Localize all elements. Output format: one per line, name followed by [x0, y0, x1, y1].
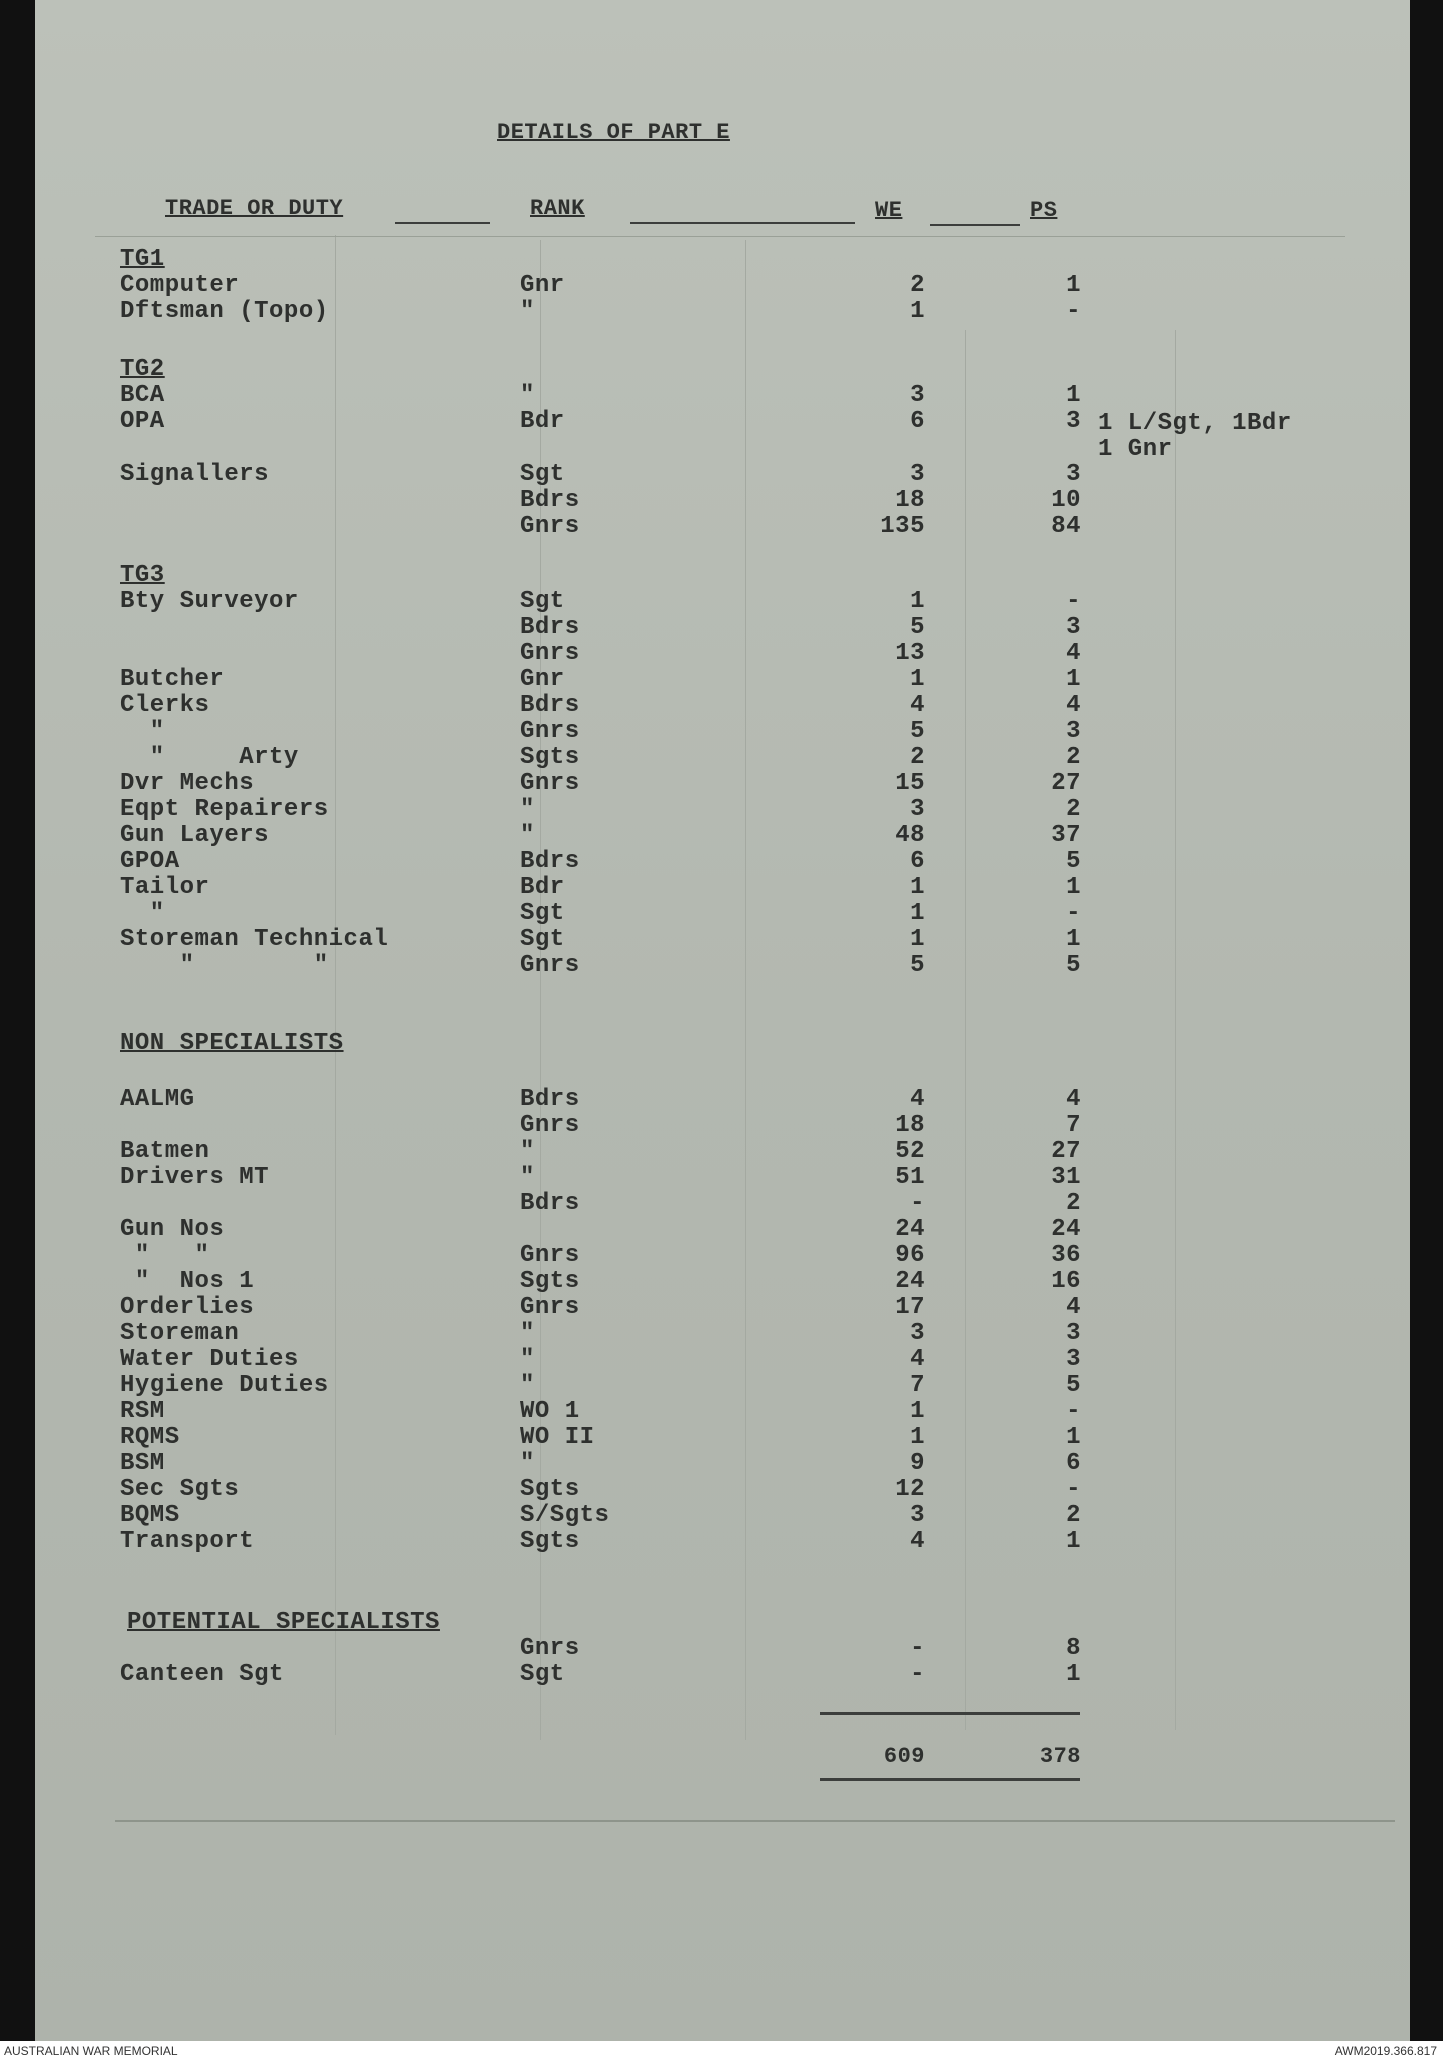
row-we: 15 — [895, 770, 925, 797]
row-ps: 3 — [1066, 1320, 1081, 1347]
row-we: 5 — [910, 952, 925, 979]
row-trade: Sec Sgts — [120, 1476, 240, 1503]
row-trade: " — [120, 900, 165, 927]
row-we: 13 — [895, 640, 925, 667]
row-ps: 5 — [1066, 848, 1081, 875]
row-ps: 3 — [1066, 1346, 1081, 1373]
row-trade: BQMS — [120, 1502, 180, 1529]
row-trade: Transport — [120, 1528, 255, 1555]
row-trade: Dvr Mechs — [120, 770, 255, 797]
row-rank: Gnrs — [520, 952, 580, 979]
row-rank: Sgt — [520, 461, 565, 488]
row-we: 4 — [910, 1086, 925, 1113]
row-trade: RSM — [120, 1398, 165, 1425]
row-trade: Tailor — [120, 874, 210, 901]
totals-rule-bottom — [820, 1778, 1080, 1781]
opa-note: 1 L/Sgt, 1Bdr — [1098, 410, 1292, 437]
row-ps: 6 — [1066, 1450, 1081, 1477]
row-we: 1 — [910, 900, 925, 927]
row-rank: Sgt — [520, 588, 565, 615]
row-we: 48 — [895, 822, 925, 849]
totals-rule-top — [820, 1712, 1080, 1715]
form-line — [95, 236, 1345, 237]
row-we: 18 — [895, 487, 925, 514]
row-trade: AALMG — [120, 1086, 195, 1113]
row-ps: 84 — [1051, 513, 1081, 540]
row-rank: Sgts — [520, 1476, 580, 1503]
section-tg1: TG1 — [120, 246, 165, 273]
row-rank: Gnrs — [520, 513, 580, 540]
row-ps: 7 — [1066, 1112, 1081, 1139]
row-we: 1 — [910, 298, 925, 325]
footer-accession: AWM2019.366.817 — [1334, 2044, 1437, 2058]
row-trade: Storeman — [120, 1320, 240, 1347]
row-rank: Bdr — [520, 874, 565, 901]
row-we: 7 — [910, 1372, 925, 1399]
row-rank: WO 1 — [520, 1398, 580, 1425]
row-rank: Sgts — [520, 744, 580, 771]
row-ps: - — [1066, 900, 1081, 927]
row-trade: Storeman Technical — [120, 926, 389, 953]
row-we: 24 — [895, 1216, 925, 1243]
row-ps: 4 — [1066, 1086, 1081, 1113]
row-rank: " — [520, 822, 535, 849]
row-ps: 3 — [1066, 461, 1081, 488]
row-trade: Orderlies — [120, 1294, 255, 1321]
row-ps: 1 — [1066, 382, 1081, 409]
row-ps: - — [1066, 1398, 1081, 1425]
row-rank: Gnrs — [520, 1112, 580, 1139]
row-rank: " — [520, 1138, 535, 1165]
row-trade: " — [120, 718, 165, 745]
row-we: 1 — [910, 874, 925, 901]
row-we: 135 — [880, 513, 925, 540]
row-ps: 1 — [1066, 874, 1081, 901]
row-trade: Batmen — [120, 1138, 210, 1165]
row-we: 52 — [895, 1138, 925, 1165]
row-rank: Bdrs — [520, 1086, 580, 1113]
row-rank: " — [520, 1164, 535, 1191]
row-ps: 10 — [1051, 487, 1081, 514]
row-ps: 31 — [1051, 1164, 1081, 1191]
row-ps: 1 — [1066, 1424, 1081, 1451]
row-ps: 27 — [1051, 1138, 1081, 1165]
row-ps: 3 — [1066, 718, 1081, 745]
row-we: 6 — [910, 848, 925, 875]
row-ps: 4 — [1066, 640, 1081, 667]
column-header-we: WE — [875, 198, 903, 223]
row-ps: 24 — [1051, 1216, 1081, 1243]
row-we: 17 — [895, 1294, 925, 1321]
section-tg2: TG2 — [120, 356, 165, 383]
row-we: 4 — [910, 692, 925, 719]
row-trade: " " — [120, 1242, 210, 1269]
row-ps: 1 — [1066, 272, 1081, 299]
row-we: 3 — [910, 382, 925, 409]
column-header-rank: RANK — [530, 196, 585, 221]
row-rank: Gnrs — [520, 770, 580, 797]
form-line — [1175, 330, 1176, 1730]
row-trade: Bty Surveyor — [120, 588, 299, 615]
row-ps: - — [1066, 1476, 1081, 1503]
row-we: 24 — [895, 1268, 925, 1295]
row-ps: 2 — [1066, 744, 1081, 771]
row-rank: " — [520, 1372, 535, 1399]
row-trade: OPA — [120, 408, 165, 435]
header-underline — [395, 222, 490, 224]
row-we: 3 — [910, 796, 925, 823]
row-rank: Bdrs — [520, 487, 580, 514]
row-rank: Sgts — [520, 1528, 580, 1555]
row-rank: Bdrs — [520, 848, 580, 875]
row-rank: " — [520, 796, 535, 823]
document-title: DETAILS OF PART E — [497, 120, 730, 145]
row-we: 1 — [910, 666, 925, 693]
row-ps: 16 — [1051, 1268, 1081, 1295]
row-trade: Drivers MT — [120, 1164, 270, 1191]
row-we: 5 — [910, 614, 925, 641]
row-rank: Gnr — [520, 666, 565, 693]
row-we: - — [910, 1661, 925, 1688]
section-tg3: TG3 — [120, 562, 165, 589]
row-rank: Gnrs — [520, 1242, 580, 1269]
column-header-trade: TRADE OR DUTY — [165, 196, 344, 221]
row-trade: " " — [120, 952, 329, 979]
row-rank: Sgts — [520, 1268, 580, 1295]
row-trade: Canteen Sgt — [120, 1661, 284, 1688]
row-ps: 3 — [1066, 408, 1081, 435]
row-rank: Gnrs — [520, 640, 580, 667]
row-rank: Gnrs — [520, 718, 580, 745]
document-page — [35, 0, 1410, 2041]
row-rank: Bdrs — [520, 1190, 580, 1217]
footer-strip — [0, 2041, 1443, 2061]
row-trade: Clerks — [120, 692, 210, 719]
row-we: 5 — [910, 718, 925, 745]
total-we: 609 — [883, 1744, 925, 1769]
row-trade: Hygiene Duties — [120, 1372, 329, 1399]
row-trade: Dftsman (Topo) — [120, 298, 329, 325]
row-rank: S/Sgts — [520, 1502, 610, 1529]
row-we: 3 — [910, 1502, 925, 1529]
row-trade: Computer — [120, 272, 240, 299]
row-we: 2 — [910, 744, 925, 771]
row-we: 2 — [910, 272, 925, 299]
row-ps: 3 — [1066, 614, 1081, 641]
row-ps: 37 — [1051, 822, 1081, 849]
row-we: 3 — [910, 1320, 925, 1347]
section-non-specialists: NON SPECIALISTS — [120, 1030, 344, 1057]
row-trade: Butcher — [120, 666, 225, 693]
row-ps: 4 — [1066, 692, 1081, 719]
row-trade: GPOA — [120, 848, 180, 875]
row-we: 3 — [910, 461, 925, 488]
column-header-ps: PS — [1030, 198, 1058, 223]
row-we: 18 — [895, 1112, 925, 1139]
row-ps: - — [1066, 588, 1081, 615]
row-trade: RQMS — [120, 1424, 180, 1451]
row-we: - — [910, 1635, 925, 1662]
row-ps: 1 — [1066, 926, 1081, 953]
row-trade: Gun Layers — [120, 822, 270, 849]
row-we: 1 — [910, 926, 925, 953]
row-we: 12 — [895, 1476, 925, 1503]
row-rank: Bdrs — [520, 692, 580, 719]
row-trade: Gun Nos — [120, 1216, 225, 1243]
row-rank: Sgt — [520, 900, 565, 927]
row-trade: BSM — [120, 1450, 165, 1477]
row-rank: Sgt — [520, 926, 565, 953]
row-rank: Gnrs — [520, 1635, 580, 1662]
row-we: 4 — [910, 1346, 925, 1373]
row-rank: Bdrs — [520, 614, 580, 641]
row-rank: Gnr — [520, 272, 565, 299]
row-ps: 1 — [1066, 666, 1081, 693]
row-rank: WO II — [520, 1424, 595, 1451]
row-ps: 4 — [1066, 1294, 1081, 1321]
row-we: 9 — [910, 1450, 925, 1477]
row-ps: 2 — [1066, 796, 1081, 823]
total-ps: 378 — [1039, 1744, 1081, 1769]
row-rank: Sgt — [520, 1661, 565, 1688]
row-ps: 36 — [1051, 1242, 1081, 1269]
row-rank: " — [520, 1320, 535, 1347]
row-we: 1 — [910, 588, 925, 615]
row-ps: 1 — [1066, 1661, 1081, 1688]
footer-credit: AUSTRALIAN WAR MEMORIAL — [4, 2044, 178, 2058]
row-ps: 2 — [1066, 1502, 1081, 1529]
row-ps: - — [1066, 298, 1081, 325]
row-we: - — [910, 1190, 925, 1217]
row-we: 96 — [895, 1242, 925, 1269]
row-ps: 27 — [1051, 770, 1081, 797]
row-trade: " Arty — [120, 744, 299, 771]
section-potential-specialists: POTENTIAL SPECIALISTS — [127, 1609, 440, 1636]
row-trade: Eqpt Repairers — [120, 796, 329, 823]
row-we: 51 — [895, 1164, 925, 1191]
row-trade: Water Duties — [120, 1346, 299, 1373]
row-ps: 8 — [1066, 1635, 1081, 1662]
row-we: 4 — [910, 1528, 925, 1555]
row-rank: " — [520, 298, 535, 325]
row-rank: Bdr — [520, 408, 565, 435]
row-ps: 1 — [1066, 1528, 1081, 1555]
row-we: 1 — [910, 1424, 925, 1451]
row-trade: Signallers — [120, 461, 270, 488]
header-underline — [930, 224, 1020, 226]
row-we: 1 — [910, 1398, 925, 1425]
row-trade: " Nos 1 — [120, 1268, 255, 1295]
opa-note-2: 1 Gnr — [1098, 436, 1173, 463]
row-rank: Gnrs — [520, 1294, 580, 1321]
header-underline — [630, 222, 855, 224]
row-ps: 2 — [1066, 1190, 1081, 1217]
row-rank: " — [520, 1450, 535, 1477]
row-rank: " — [520, 382, 535, 409]
row-rank: " — [520, 1346, 535, 1373]
row-we: 6 — [910, 408, 925, 435]
form-line — [115, 1820, 1395, 1822]
row-ps: 5 — [1066, 1372, 1081, 1399]
row-ps: 5 — [1066, 952, 1081, 979]
row-trade: BCA — [120, 382, 165, 409]
